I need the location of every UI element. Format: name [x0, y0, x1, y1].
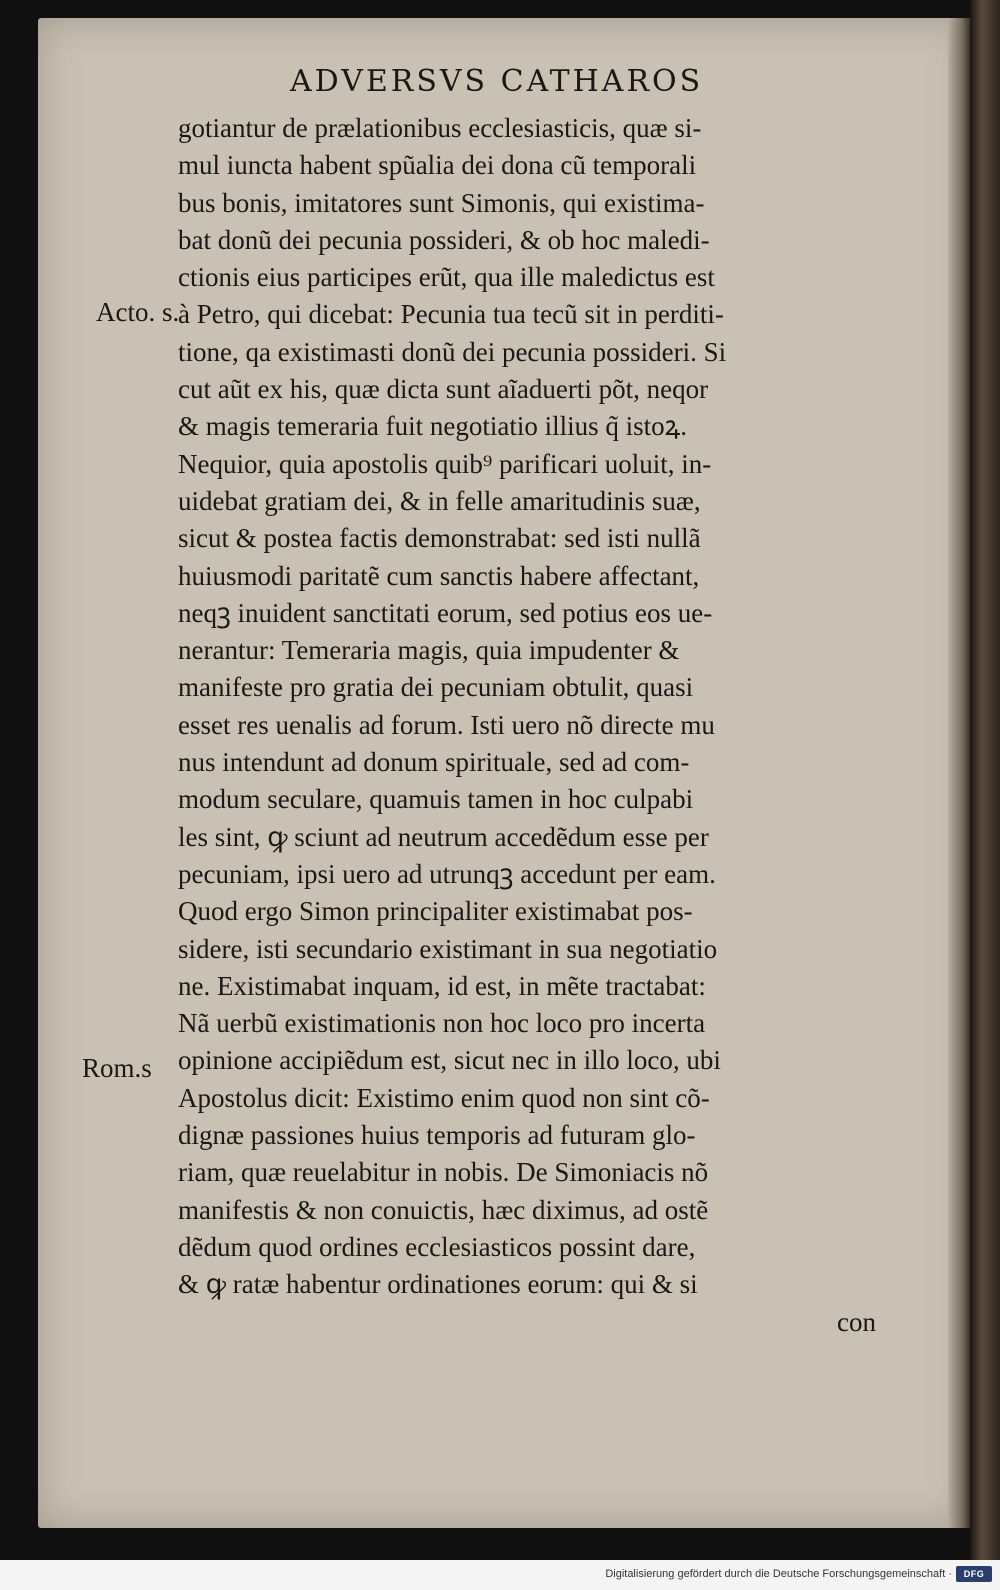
text-line: tione, qa existimasti donũ dei pecunia possideri. Si — [178, 336, 727, 367]
funding-credit: Digitalisierung gefördert durch die Deutsche Forschungsgemeinschaft · — [605, 1568, 952, 1580]
text-line: Quod ergo Simon principaliter existimabat pos- — [178, 896, 693, 927]
body-text — [178, 110, 878, 1341]
text-line: à Petro, qui dicebat: Pecunia tua tecũ sit in perditi- — [178, 299, 724, 330]
text-line: esset res uenalis ad forum. Isti uero nõ directe mu — [178, 709, 715, 740]
text-line: opinione accipiẽdum est, sicut nec in illo loco, ubi — [178, 1045, 721, 1076]
text-line: cut aũt ex his, quæ dicta sunt aĩaduerti põt, neqor — [178, 374, 709, 405]
text-line: dignæ passiones huius temporis ad futuram glo- — [178, 1120, 696, 1151]
text-line: huiusmodi paritatẽ cum sanctis habere affectant, — [178, 560, 700, 591]
text-line: Apostolus dicit: Existimo enim quod non sint cõ- — [178, 1082, 710, 1113]
text-line: les sint, ꝙ sciunt ad neutrum accedẽdum esse per — [178, 821, 709, 852]
book-edge — [970, 0, 1000, 1560]
text-line: pecuniam, ipsi uero ad utrunqꝫ accedunt per eam. — [178, 858, 716, 889]
text-line: modum seculare, quamuis tamen in hoc culpabi — [178, 784, 694, 815]
margin-note-romans: Rom.s — [82, 1053, 152, 1083]
text-line: manifestis & non conuictis, hæc diximus, ad ostẽ — [178, 1194, 709, 1225]
text-line: uidebat gratiam dei, & in felle amaritudinis suæ, — [178, 485, 701, 516]
text-line: ne. Existimabat inquam, id est, in mẽte tractabat: — [178, 970, 706, 1001]
text-line: & ꝙ ratæ habentur ordinationes eorum: qui & si — [178, 1269, 698, 1300]
margin-note-acts: Acto. s. — [96, 297, 180, 327]
catchword: con — [837, 1306, 876, 1337]
text-line: Nã uerbũ existimationis non hoc loco pro incerta — [178, 1008, 706, 1039]
footer-bar — [0, 1560, 1000, 1590]
text-line: ctionis eius participes erũt, qua ille maledictus est — [178, 262, 715, 293]
text-line: manifeste pro gratia dei pecuniam obtulit, quasi — [178, 672, 694, 703]
text-line: bus bonis, imitatores sunt Simonis, qui existima- — [178, 187, 705, 218]
text-line: neqꝫ inuident sanctitati eorum, sed potius eos ue- — [178, 597, 713, 628]
text-line: sidere, isti secundario existimant in sua negotiatio — [178, 933, 718, 964]
text-line: Nequior, quia apostolis quib⁹ parificari uoluit, in- — [178, 448, 712, 479]
text-line: & magis temeraria fuit negotiatio illius q̃ istoꝝ. — [178, 411, 688, 442]
text-line: dẽdum quod ordines ecclesiasticos possint dare, — [178, 1231, 696, 1262]
text-line: gotiantur de prælationibus ecclesiasticis, quæ si- — [178, 113, 702, 143]
text-line: bat donũ dei pecunia possideri, & ob hoc maledi- — [178, 224, 710, 255]
text-line: mul iuncta habent spũalia dei dona cũ temporali — [178, 150, 697, 181]
text-line: riam, quæ reuelabitur in nobis. De Simoniacis nõ — [178, 1157, 709, 1188]
running-head: ADVERSVS CATHAROS — [290, 64, 704, 99]
text-line: nerantur: Temeraria magis, quia impudenter & — [178, 635, 680, 666]
page-gutter-shadow — [948, 18, 970, 1528]
text-line: nus intendunt ad donum spirituale, sed ad com- — [178, 747, 690, 778]
dfg-logo-icon: DFG — [956, 1566, 992, 1582]
text-line: sicut & postea factis demonstrabat: sed isti nullã — [178, 523, 701, 554]
